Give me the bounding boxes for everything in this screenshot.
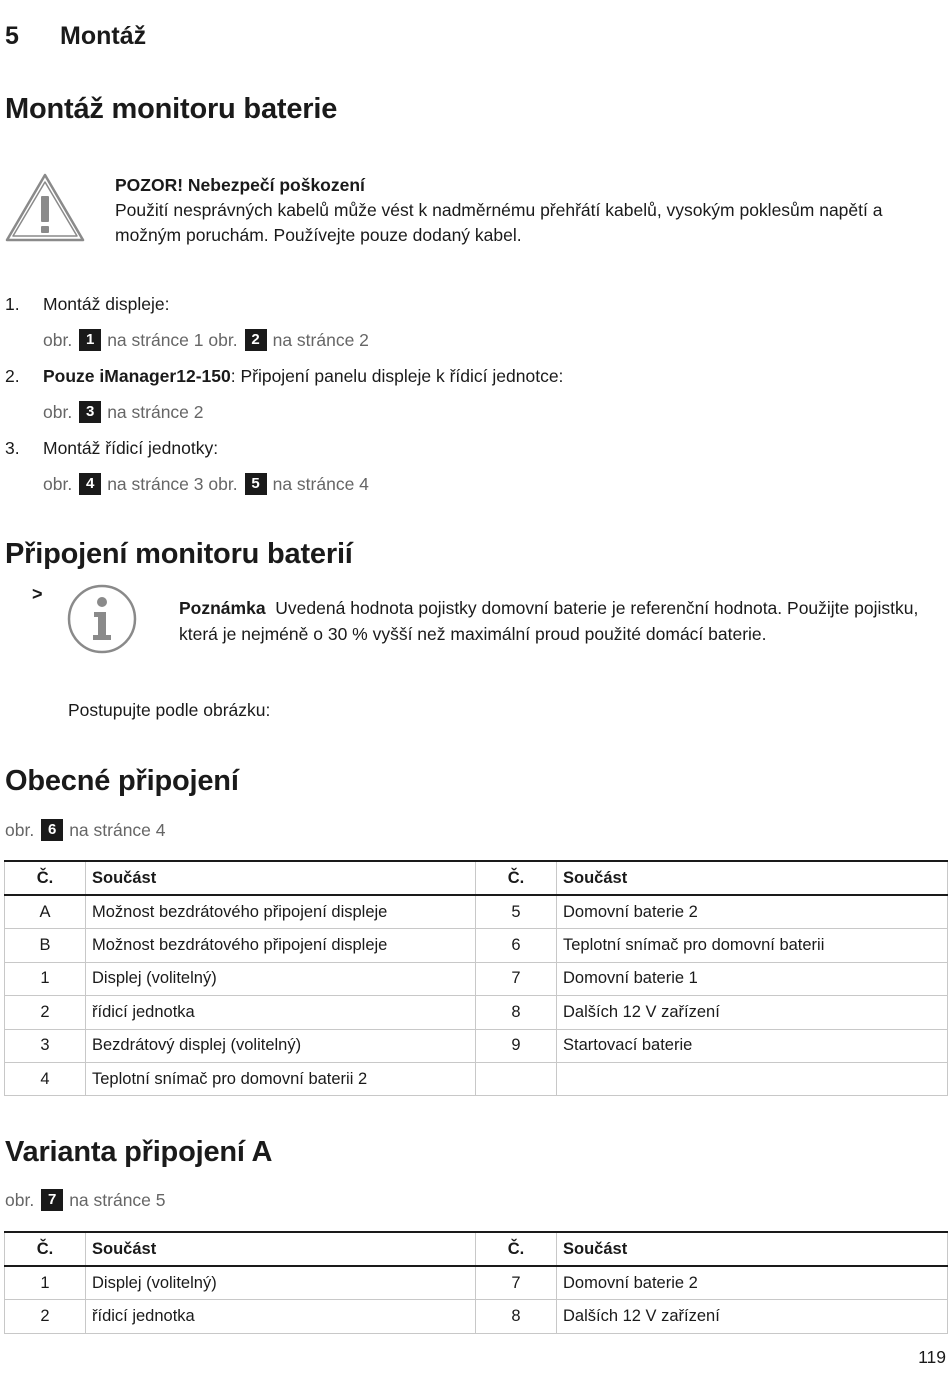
column-header: Č. [476, 861, 557, 895]
cell-part: Dalších 12 V zařízení [557, 1300, 948, 1333]
cell-number: 2 [5, 1300, 86, 1333]
column-header: Č. [5, 861, 86, 895]
warning-text: Použití nesprávných kabelů může vést k nadměrnému přehřátí kabelů, vysokým poklesům napětí a možným poruchám. Používejte pouze dodaný kabel. [115, 200, 883, 245]
step-2 [5, 358, 935, 394]
cell-part: Možnost bezdrátového připojení displeje [86, 929, 476, 962]
ref-label: obr. [208, 329, 238, 350]
cell-part: Teplotní snímač pro domovní baterii [557, 929, 948, 962]
table-row [5, 996, 948, 1029]
figure-badge: 1 [79, 329, 101, 351]
ref-page: na stránce 1 [107, 329, 204, 350]
ref-page: na stránce 2 [107, 401, 204, 422]
cell-number: 9 [476, 1029, 557, 1062]
table-row [5, 1062, 948, 1095]
step-3 [5, 430, 935, 466]
cell-number: 7 [476, 1266, 557, 1300]
warning-box [115, 173, 935, 248]
cell-number: 1 [5, 1266, 86, 1300]
cell-number: A [5, 895, 86, 929]
figure-badge: 7 [41, 1189, 63, 1211]
step-bold-text: Pouze iManager12-150 [43, 365, 231, 386]
cell-part: Možnost bezdrátového připojení displeje [86, 895, 476, 929]
figure-badge: 5 [245, 473, 267, 495]
ref-page: na stránce 3 [107, 473, 204, 494]
mount-steps [5, 286, 935, 502]
column-header: Součást [557, 1232, 948, 1266]
step-text: Montáž displeje: [43, 293, 170, 314]
column-header: Č. [476, 1232, 557, 1266]
chapter-title: Montáž [60, 22, 147, 50]
table-row [5, 1300, 948, 1333]
figure-badge: 3 [79, 401, 101, 423]
table-header-row [5, 861, 948, 895]
cell-part: Displej (volitelný) [86, 1266, 476, 1300]
step-number: 1. [5, 293, 20, 314]
step-number: 3. [5, 437, 20, 458]
page-number: 119 [918, 1347, 946, 1367]
parts-table-general [4, 860, 948, 1096]
ref-page: na stránce 4 [69, 819, 166, 840]
cell-number: 3 [5, 1029, 86, 1062]
warning-title: POZOR! Nebezpečí poškození [115, 175, 365, 195]
table-row [5, 895, 948, 929]
ref-label: obr. [208, 473, 238, 494]
ref-label: obr. [43, 329, 73, 350]
cell-number: 4 [5, 1062, 86, 1095]
cell-number: 8 [476, 996, 557, 1029]
cell-part: Startovací baterie [557, 1029, 948, 1062]
cell-number: 5 [476, 895, 557, 929]
ref-page: na stránce 2 [272, 329, 369, 350]
ref-label: obr. [5, 1189, 35, 1210]
note-label: Poznámka [179, 598, 266, 618]
ref-page: na stránce 4 [272, 473, 369, 494]
parts-table-variant-a [4, 1231, 948, 1334]
ref-label: obr. [43, 473, 73, 494]
note-arrow-marker: > [32, 584, 43, 604]
section-title-variant-a: Varianta připojení A [5, 1136, 273, 1168]
table-row [5, 929, 948, 962]
cell-part: Domovní baterie 1 [557, 962, 948, 995]
ref-label: obr. [43, 401, 73, 422]
cell-part: řídicí jednotka [86, 996, 476, 1029]
cell-part: Dalších 12 V zařízení [557, 996, 948, 1029]
cell-part [557, 1062, 948, 1095]
section-title-general: Obecné připojení [5, 765, 239, 797]
figure-reference [5, 394, 935, 430]
step-number: 2. [5, 365, 20, 386]
ref-label: obr. [5, 819, 35, 840]
figure-reference [5, 466, 935, 502]
cell-number [476, 1062, 557, 1095]
chapter-heading [5, 22, 146, 51]
column-header: Součást [86, 1232, 476, 1266]
column-header: Součást [557, 861, 948, 895]
ref-page: na stránce 5 [69, 1189, 166, 1210]
step-text: Montáž řídicí jednotky: [43, 437, 219, 458]
cell-part: Teplotní snímač pro domovní baterii 2 [86, 1062, 476, 1095]
cell-number: 2 [5, 996, 86, 1029]
cell-part: Displej (volitelný) [86, 962, 476, 995]
figure-reference [5, 1182, 166, 1218]
table-header-row [5, 1232, 948, 1266]
info-icon [66, 583, 138, 655]
section-title-connect: Připojení monitoru baterií [5, 538, 353, 570]
chapter-number: 5 [5, 22, 19, 50]
cell-part: Bezdrátový displej (volitelný) [86, 1029, 476, 1062]
warning-triangle-icon [4, 172, 86, 244]
note-box [179, 595, 939, 647]
figure-badge: 2 [245, 329, 267, 351]
figure-reference [5, 322, 935, 358]
note-text: Uvedená hodnota pojistky domovní baterie je referenční hodnota. Použijte pojistku, která je nejméně o 30 % vyšší než maximální proud použité domácí baterie. [179, 598, 919, 644]
figure-badge: 4 [79, 473, 101, 495]
cell-number: B [5, 929, 86, 962]
cell-number: 6 [476, 929, 557, 962]
column-header: Součást [86, 861, 476, 895]
column-header: Č. [5, 1232, 86, 1266]
cell-number: 7 [476, 962, 557, 995]
proceed-text: Postupujte podle obrázku: [68, 700, 271, 720]
table-row [5, 1029, 948, 1062]
cell-part: řídicí jednotka [86, 1300, 476, 1333]
cell-part: Domovní baterie 2 [557, 1266, 948, 1300]
step-1 [5, 286, 935, 322]
cell-number: 8 [476, 1300, 557, 1333]
step-text: : Připojení panelu displeje k řídicí jednotce: [230, 365, 564, 386]
cell-part: Domovní baterie 2 [557, 895, 948, 929]
table-row [5, 962, 948, 995]
section-title-mount: Montáž monitoru baterie [5, 93, 338, 125]
table-row [5, 1266, 948, 1300]
cell-number: 1 [5, 962, 86, 995]
figure-badge: 6 [41, 819, 63, 841]
figure-reference [5, 812, 166, 848]
